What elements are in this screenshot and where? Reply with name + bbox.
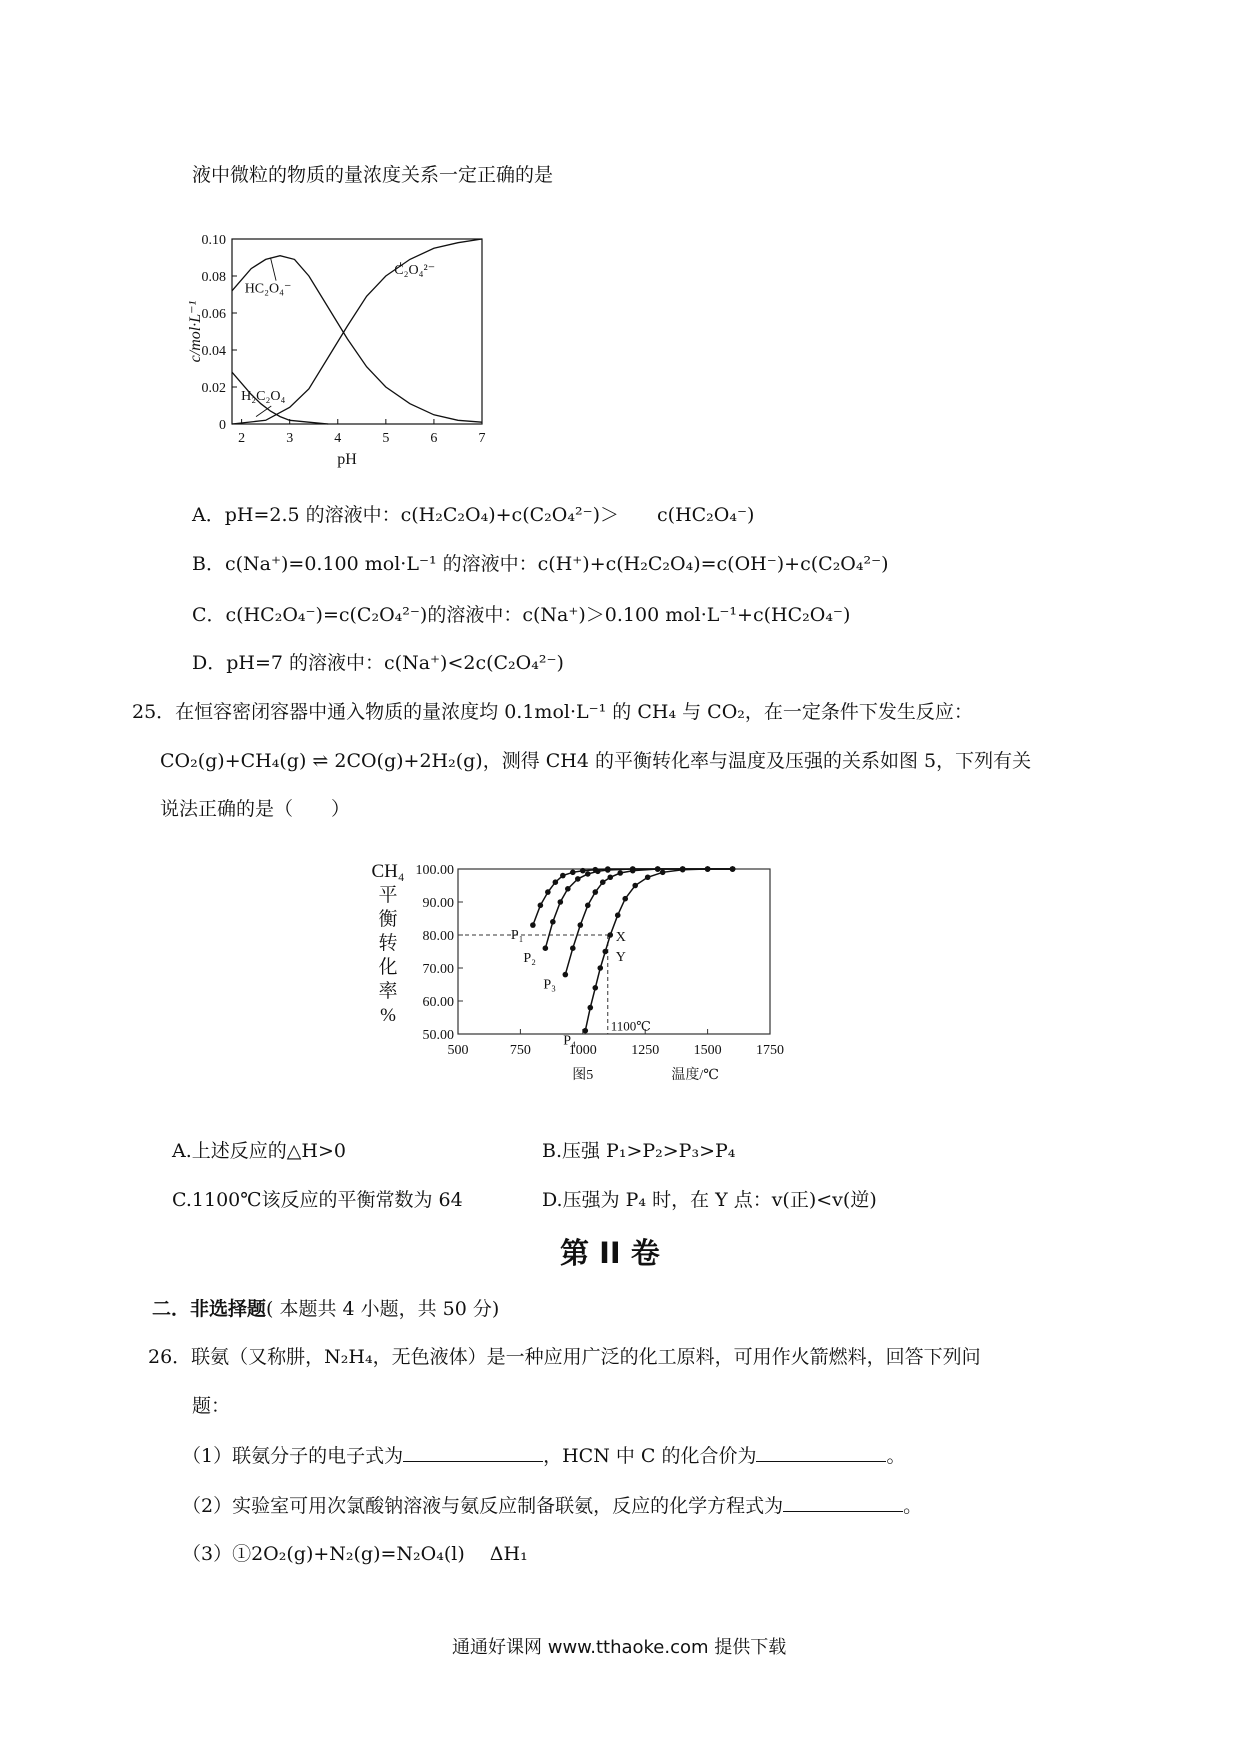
x-tick-label: 6 (430, 431, 438, 446)
y-tick-label: 60.00 (422, 995, 454, 1010)
q26-stem-line1: 26．联氨（又称肼，N₂H₄，无色液体）是一种应用广泛的化工原料，可用作火箭燃料，回答下列问 (148, 1346, 981, 1368)
section-heading-note: ( 本题共 4 小题，共 50 分) (266, 1298, 500, 1320)
data-point (553, 879, 559, 885)
q25-option-c: C.1100℃该反应的平衡常数为 64 (172, 1189, 463, 1211)
annotation-label: Y (615, 949, 626, 965)
series-label: P₂ (523, 951, 537, 967)
data-point (538, 903, 544, 909)
data-point (565, 886, 571, 892)
x-tick-label: 1250 (631, 1043, 660, 1058)
q25-option-b: B.压强 P₁>P₂>P₃>P₄ (542, 1140, 736, 1162)
data-point (543, 945, 549, 951)
q24-option-d: D．pH=7 的溶液中：c(Na⁺)<2c(C₂O₄²⁻) (192, 652, 564, 674)
x-tick-label: 5 (382, 431, 390, 446)
data-point (592, 889, 598, 895)
series-label: C₂O₄²⁻ (394, 263, 436, 279)
data-point (730, 866, 736, 872)
y-tick-label: 50.00 (422, 1028, 454, 1043)
series-label: HC₂O₄⁻ (244, 281, 292, 297)
y-axis-label: CH₄ 平衡转化率% (371, 861, 405, 1026)
data-point (575, 876, 581, 882)
y-tick-label: 0.04 (201, 344, 226, 359)
x-tick-label: 4 (334, 431, 342, 446)
q26-sub1-text-a: （1）联氨分子的电子式为 (182, 1445, 404, 1467)
data-point (630, 868, 636, 874)
q24-option-c: C．c(HC₂O₄⁻)=c(C₂O₄²⁻)的溶液中：c(Na⁺)＞0.100 mol·L⁻¹+c(HC₂O₄⁻) (192, 604, 851, 626)
data-point (592, 985, 598, 991)
x-tick-label: 1000 (568, 1043, 597, 1058)
y-tick-label: 0.06 (201, 307, 226, 322)
x-tick-label: 1500 (693, 1043, 722, 1058)
x-axis-label: pH (337, 451, 357, 468)
q24-option-b: B．c(Na⁺)=0.100 mol·L⁻¹ 的溶液中：c(H⁺)+c(H₂C₂O₄)=c(OH⁻)+c(C₂O₄²⁻) (192, 553, 889, 575)
data-point (617, 870, 623, 876)
answer-blank-equation[interactable] (783, 1493, 903, 1512)
series-label: P₃ (543, 977, 556, 993)
q26-stem-line2: 题： (192, 1395, 231, 1417)
y-tick-label: 0 (219, 418, 226, 433)
data-point (705, 866, 711, 872)
q26-sub2 (182, 1493, 922, 1518)
label-leader (270, 258, 276, 281)
data-point (600, 879, 606, 885)
x-tick-label: 7 (478, 431, 486, 446)
data-point (563, 972, 569, 978)
y-tick-label: 0.10 (201, 233, 226, 248)
annotation-label: X (615, 930, 626, 945)
q26-sub2-text-b: 。 (903, 1495, 923, 1517)
series-label: P₁ (510, 928, 524, 944)
y-tick-label: 0.02 (201, 381, 226, 396)
question-intro: 液中微粒的物质的量浓度关系一定正确的是 (192, 164, 554, 186)
x-tick-label: 3 (286, 431, 294, 446)
data-point (560, 873, 566, 879)
y-tick-label: 100.00 (415, 863, 454, 878)
data-point (558, 899, 564, 905)
data-point (605, 867, 611, 873)
x-tick-label: 1750 (756, 1043, 784, 1058)
section-heading (152, 1297, 499, 1321)
data-point (660, 870, 666, 876)
data-point (622, 896, 628, 902)
y-tick-label: 90.00 (422, 896, 454, 911)
y-tick-label: 0.08 (201, 270, 226, 285)
y-axis-label: c/mol·L⁻¹ (187, 300, 204, 363)
data-point (632, 883, 638, 889)
data-point (655, 866, 661, 872)
q25-stem-line2: CO₂(g)+CH₄(g) ⇌ 2CO(g)+2H₂(g)，测得 CH4 的平衡转化率与温度及压强的关系如图 5，下列有关 (160, 750, 1032, 772)
q26-sub2-text-a: （2）实验室可用次氯酸钠溶液与氨反应制备联氨，反应的化学方程式为 (182, 1495, 784, 1517)
section-heading-bold: 二．非选择题 (152, 1298, 267, 1320)
x-tick-label: 750 (509, 1043, 531, 1058)
data-point (615, 912, 621, 918)
data-point (680, 867, 686, 873)
annotation-label: 1100℃ (610, 1018, 651, 1034)
data-point (550, 919, 556, 925)
page-footer: 通通好课网 www.tthaoke.com 提供下载 (452, 1637, 787, 1658)
section-title: 第 II 卷 (560, 1236, 660, 1270)
series-label: P₄ (563, 1033, 576, 1049)
answer-blank-valence[interactable] (756, 1443, 886, 1462)
data-point (580, 868, 586, 874)
data-point (597, 965, 603, 971)
data-point (570, 945, 576, 951)
q26-sub3: （3）①2O₂(g)+N₂(g)=N₂O₄(l) ΔH₁ (182, 1543, 528, 1565)
data-point (587, 1005, 593, 1011)
data-point (602, 949, 608, 955)
q25-stem-line1: 25．在恒容密闭容器中通入物质的量浓度均 0.1mol·L⁻¹ 的 CH₄ 与 CO₂，在一定条件下发生反应： (132, 701, 973, 723)
series-line-1 (545, 869, 732, 948)
x-axis-label: 温度/℃ (671, 1068, 719, 1083)
data-point (585, 871, 591, 877)
q25-option-a: A.上述反应的△H>0 (172, 1140, 346, 1162)
q24-option-a: A．pH=2.5 的溶液中：c(H₂C₂O₄)+c(C₂O₄²⁻)＞ c(HC₂O₄⁻) (192, 504, 755, 526)
data-point (595, 869, 601, 875)
y-tick-label: 80.00 (422, 929, 454, 944)
plot-frame (458, 869, 770, 1034)
series-line-2 (565, 869, 732, 975)
x-tick-label: 2 (238, 431, 246, 446)
q26-sub1-text-b: ，HCN 中 C 的化合价为 (543, 1445, 757, 1467)
q26-sub1-text-c: 。 (886, 1445, 906, 1467)
data-point (645, 874, 651, 880)
x-tick-label: 500 (447, 1043, 469, 1058)
data-point (582, 1028, 588, 1034)
q25-stem-line3: 说法正确的是（ ） (160, 798, 351, 820)
data-point (607, 932, 613, 938)
q26-sub1 (182, 1443, 906, 1468)
y-tick-label: 70.00 (422, 962, 454, 977)
data-point (585, 903, 591, 909)
label-leader (256, 406, 271, 417)
answer-blank-electron-formula[interactable] (403, 1443, 543, 1462)
data-point (578, 922, 584, 928)
data-point (607, 874, 613, 880)
q25-option-d: D.压强为 P₄ 时，在 Y 点：v(正)<v(逆) (542, 1189, 877, 1211)
series-label: H₂C₂O₄ (241, 388, 286, 404)
species-distribution-chart (187, 220, 530, 485)
data-point (530, 922, 536, 928)
figure-caption: 图5 (572, 1068, 594, 1083)
data-point (570, 870, 576, 876)
conversion-temperature-chart (371, 850, 870, 1105)
data-point (545, 889, 551, 895)
